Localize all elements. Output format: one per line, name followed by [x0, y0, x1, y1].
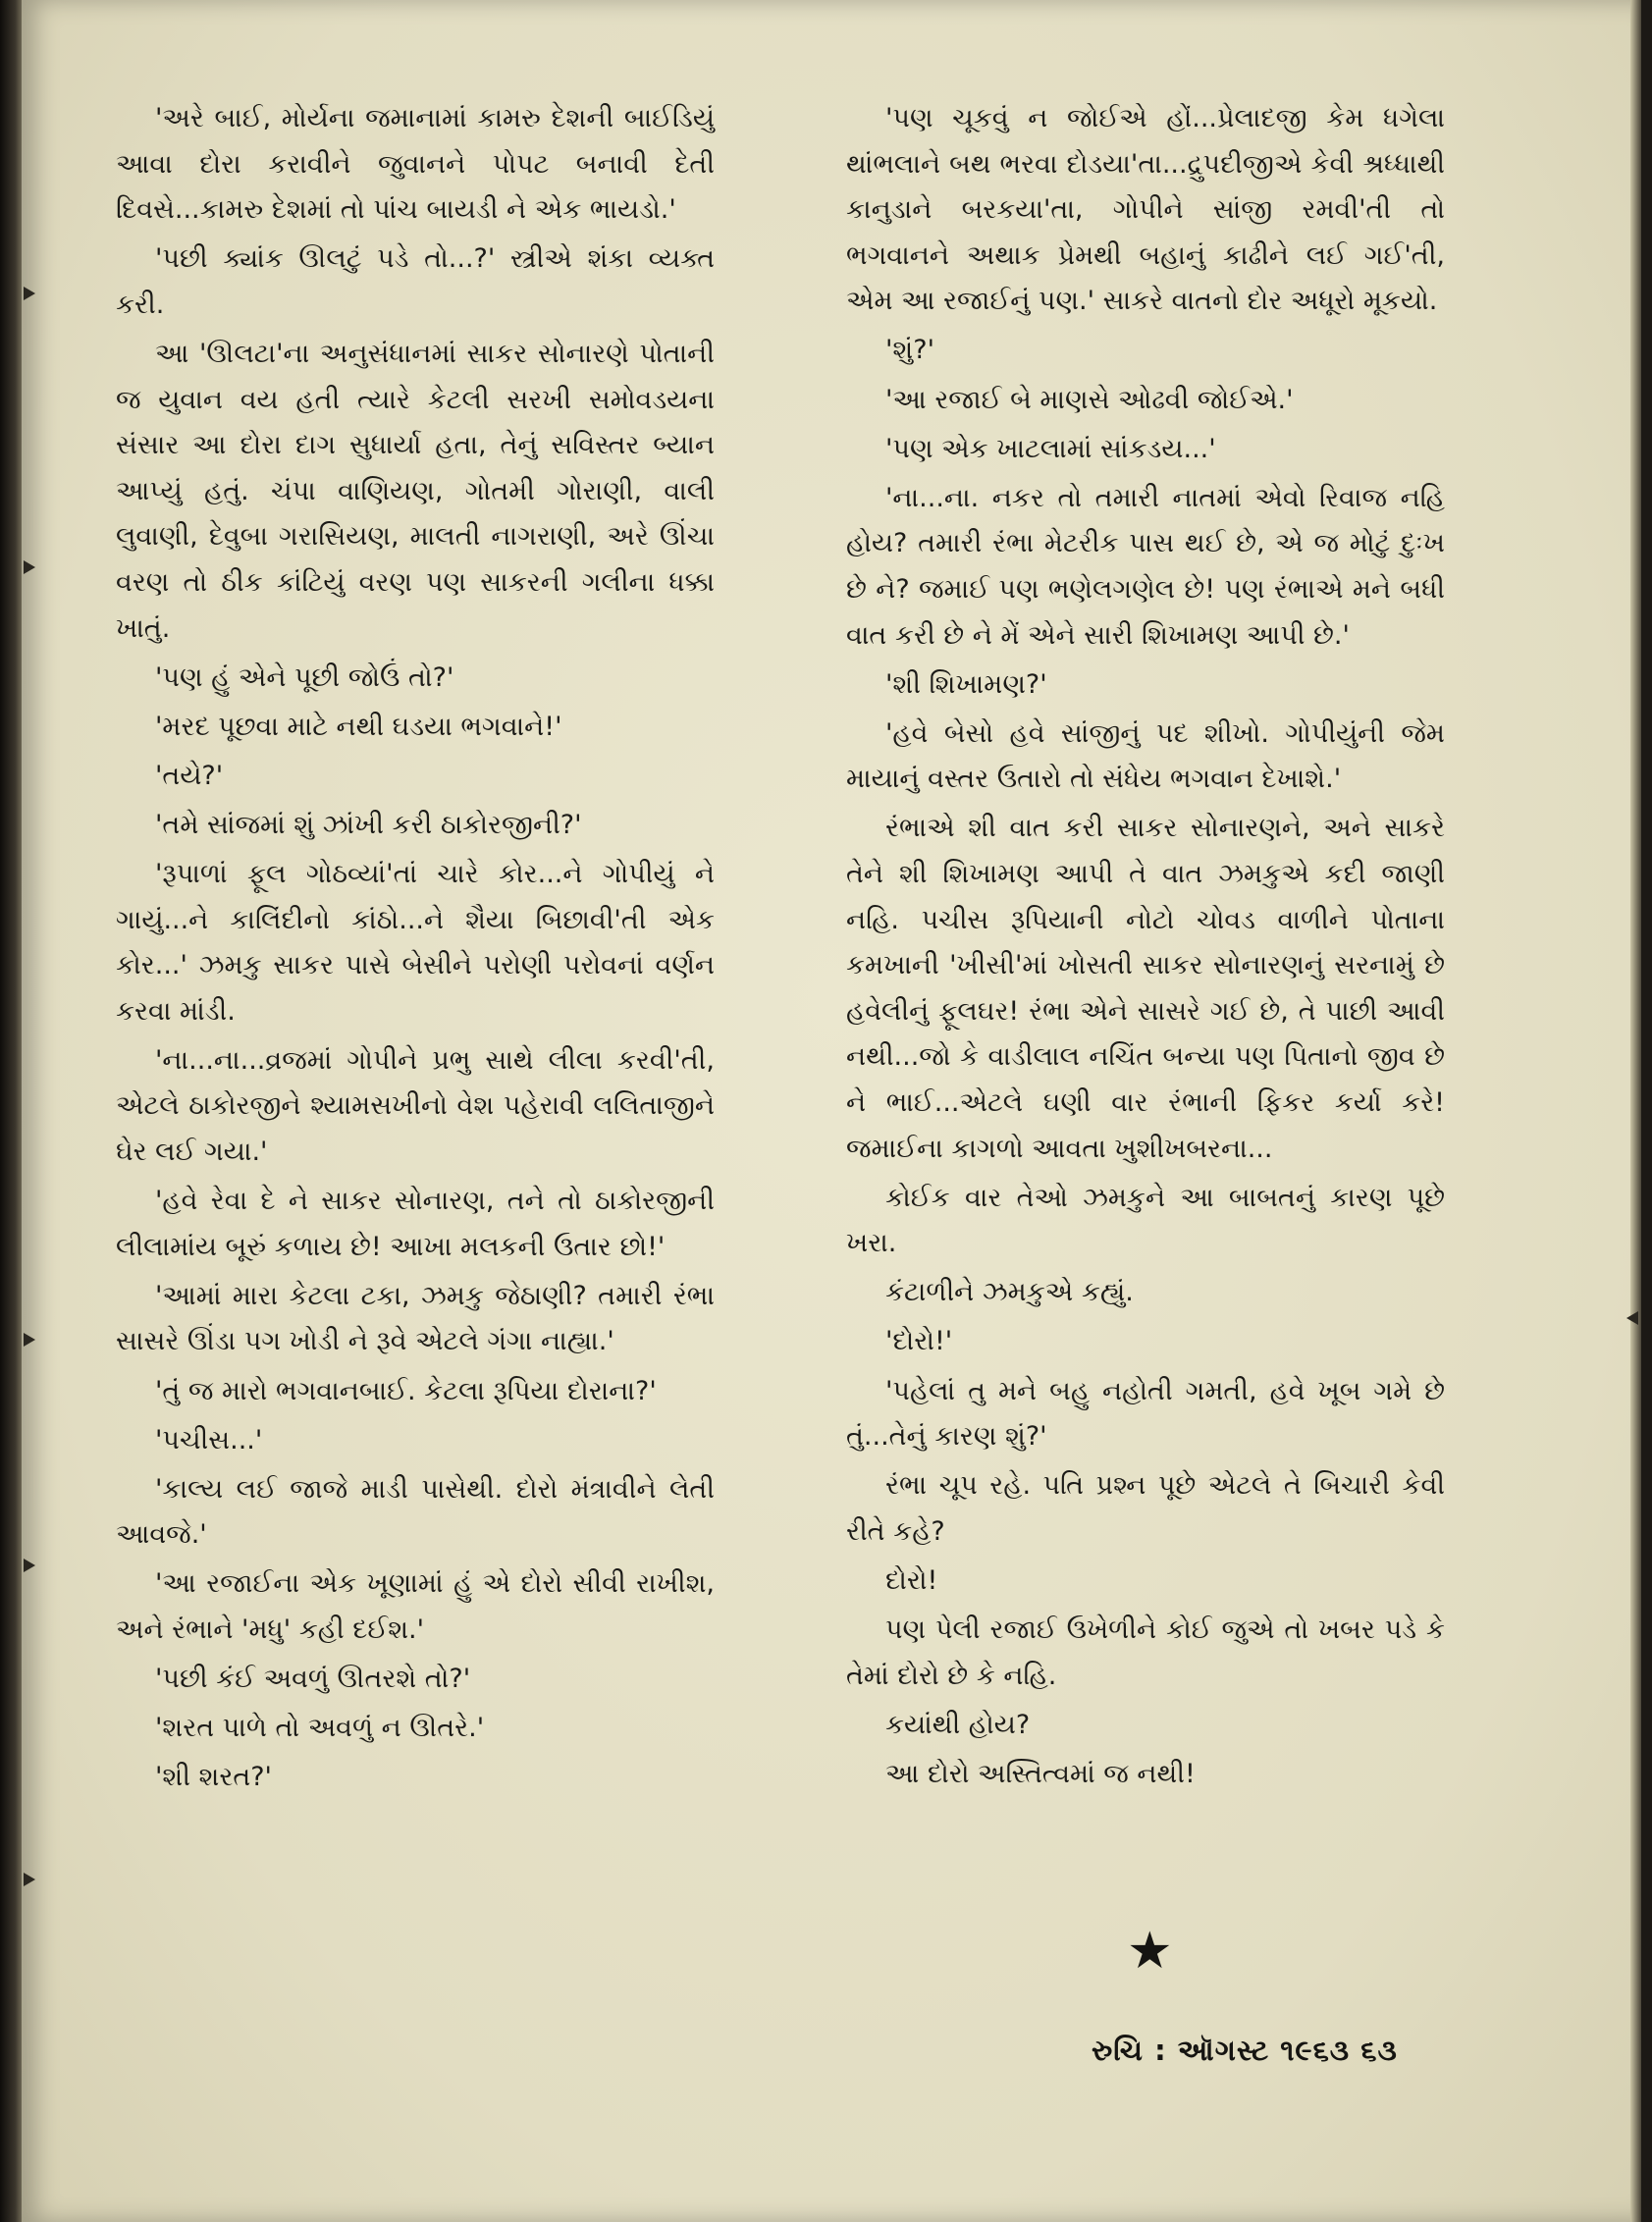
paragraph: 'પહેલાં તુ મને બહુ નહોતી ગમતી, હવે ખૂબ ગમે છે તું...તેનું કારણ શું?': [846, 1375, 1445, 1453]
paragraph: પણ પેલી રજાઈ ઉખેળીને કોઈ જુએ તો ખબર પડે કે તેમાં દોરો છે કે નહિ.: [846, 1614, 1445, 1691]
paragraph: 'કાલ્ય લઈ જાજે માડી પાસેથી. દોરો મંત્રાવીને લેતી આવજે.': [116, 1473, 715, 1551]
paragraph: 'પણ એક ખાટલામાં સાંકડય...': [885, 433, 1216, 464]
paragraph: દોરો!: [885, 1564, 938, 1596]
paragraph: 'ના...ના. નકર તો તમારી નાતમાં એવો રિવાજ નહિ હોય? તમારી રંભા મેટરીક પાસ થઈ છે, એ જ મોટું દુઃખ છે ને? જમાઈ પણ ભણેલગણેલ છે! પણ રંભાએ મને બધી વાત કરી છે ને મેં એને સારી શિખામણ આપી છે.': [846, 482, 1445, 651]
edge-mark: [1626, 1311, 1638, 1325]
paragraph: કંટાળીને ઝમકુએ કહ્યું.: [885, 1277, 1134, 1308]
paragraph: 'તયે?': [155, 760, 224, 791]
paragraph: 'પછી ક્યાંક ઊલટું પડે તો...?' સ્ત્રીએ શંકા વ્યક્ત કરી.: [116, 243, 715, 320]
paragraph: રંભા ચૂપ રહે. પતિ પ્રશ્ન પૂછે એટલે તે બિચારી કેવી રીતે કહે?: [846, 1470, 1445, 1547]
paragraph: 'તું જ મારો ભગવાનબાઈ. કેટલા રૂપિયા દોરાના?': [155, 1375, 657, 1406]
paragraph: કોઈક વાર તેઓ ઝમકુને આ બાબતનું કારણ પૂછે ખરા.: [846, 1182, 1445, 1259]
paragraph: આ 'ઊલટા'ના અનુસંધાનમાં સાકર સોનારણે પોતાની જ યુવાન વય હતી ત્યારે કેટલી સરખી સમોવડયના સંસાર આ દોરા દાગ સુધાર્યા હતા, તેનું સવિસ્તર બ્યાન આપ્યું હતું. ચંપા વાણિયણ, ગોતમી ગોરાણી, વાલી લુવાણી, દેવુબા ગરાસિયણ, માલતી નાગરાણી, અરે ઊંચા વરણ તો ઠીક કાંટિયું વરણ પણ સાકરની ગલીના ધક્કા ખાતું.: [116, 338, 715, 644]
paragraph: 'પછી કંઈ અવળું ઊતરશે તો?': [155, 1664, 471, 1695]
paragraph: 'આ રજાઈના એક ખૂણામાં હું એ દોરો સીવી રાખીશ, અને રંભાને 'મધુ' કહી દઈશ.': [116, 1568, 715, 1645]
right-text-column: [846, 96, 1445, 1801]
paragraph: રંભાએ શી વાત કરી સાકર સોનારણને, અને સાકરે તેને શી શિખામણ આપી તે વાત ઝમકુએ કદી જાણી નહિ. પચીસ રૂપિયાની નોટો ચોવડ વાળીને પોતાના કમખાની 'ખીસી'માં ખોસતી સાકર સોનારણનું સરનામું છે હવેલીનું ફૂલઘર! રંભા એને સાસરે ગઈ છે, તે પાછી આવી નથી...જો કે વાડીલાલ નચિંત બન્યા પણ પિતાનો જીવ છે ને ભાઈ...એટલે ઘણી વાર રંભાની ફિકર કર્યા કરે! જમાઈના કાગળો આવતા ખુશીખબરના...: [846, 813, 1445, 1164]
paragraph: 'પચીસ...': [155, 1424, 263, 1455]
binding-mark: [24, 560, 35, 574]
paragraph: 'શી શરત?': [155, 1762, 272, 1793]
paragraph: 'રૂપાળાં ફૂલ ગોઠવ્યાં'તાં ચારે કોર...ને ગોપીયું ને ગાયું...ને કાલિંદીનો કાંઠો...ને શૈયા બિછાવી'તી એક કોર...' ઝમકુ સાકર પાસે બેસીને પરોણી પરોવનાં વર્ણન કરવા માંડી.: [116, 859, 715, 1027]
page-footer: રુચિ : ઑગસ્ટ ૧૯૬૩ ૬૩: [1092, 2034, 1398, 2067]
binding-mark: [24, 1559, 35, 1572]
paragraph: 'શી શિખામણ?': [885, 668, 1047, 700]
paragraph: 'અરે બાઈ, મોર્યના જમાનામાં કામરુ દેશની બાઈડિયું આવા દોરા કરાવીને જુવાનને પોપટ બનાવી દેતી દિવસે...કામરુ દેશમાં તો પાંચ બાયડી ને એક ભાયડો.': [116, 103, 715, 226]
binding-mark: [24, 1873, 35, 1886]
left-text-column: [116, 96, 715, 1804]
paragraph: 'દોરો!': [885, 1326, 953, 1357]
paragraph: 'તમે સાંજમાં શું ઝાંખી કરી ઠાકોરજીની?': [155, 809, 582, 840]
book-binding: [0, 0, 22, 2222]
paragraph: 'મરદ પૂછવા માટે નથી ઘડયા ભગવાને!': [155, 711, 562, 742]
paragraph: 'પણ ચૂકવું ન જોઈએ હોં...પ્રેલાદજી કેમ ધગેલા થાંભલાને બથ ભરવા દોડયા'તા...દ્રુપદીજીએ કેવી શ્રધ્ધાથી કાનુડાને બરકયા'તા, ગોપીને સાંજી રમવી'તી તો ભગવાનને અથાક પ્રેમથી બહાનું કાઢીને લઈ ગઈ'તી, એમ આ રજાઈનું પણ.' સાકરે વાતનો દોર અધૂરો મૂકયો.: [846, 103, 1445, 317]
paragraph: 'શરત પાળે તો અવળું ન ઊતરે.': [155, 1713, 485, 1744]
end-star-icon: ★: [1127, 1922, 1173, 1981]
paragraph: 'શું?': [885, 335, 934, 366]
page-edge: [1630, 0, 1641, 2222]
paragraph: 'ના...ના...વ્રજમાં ગોપીને પ્રભુ સાથે લીલા કરવી'તી, એટલે ઠાકોરજીને શ્યામસખીનો વેશ પહેરાવી લલિતાજીને ઘેર લઈ ગયા.': [116, 1044, 715, 1168]
paragraph: 'પણ હું એને પૂછી જોઉં તો?': [155, 661, 454, 693]
binding-mark: [24, 1333, 35, 1347]
paragraph: 'હવે રેવા દે ને સાકર સોનારણ, તને તો ઠાકોરજીની લીલામાંય બૂરું કળાય છે! આખા મલકની ઉતાર છો!': [116, 1186, 715, 1262]
paragraph: 'હવે બેસો હવે સાંજીનું પદ શીખો. ગોપીયુંની જેમ માયાનું વસ્તર ઉતારો તો સંધેય ભગવાન દેખાશે.': [846, 717, 1445, 795]
binding-mark: [24, 287, 35, 300]
paragraph: કયાંથી હોય?: [885, 1709, 1031, 1740]
paragraph: 'આમાં મારા કેટલા ટકા, ઝમકુ જેઠાણી? તમારી રંભા સાસરે ઊંડા પગ ખોડી ને રૂવે એટલે ગંગા નાહ્યા.': [116, 1280, 715, 1357]
paragraph: 'આ રજાઈ બે માણસે ઓઢવી જોઈએ.': [885, 384, 1294, 415]
paragraph: આ દોરો અસ્તિત્વમાં જ નથી!: [885, 1758, 1196, 1789]
